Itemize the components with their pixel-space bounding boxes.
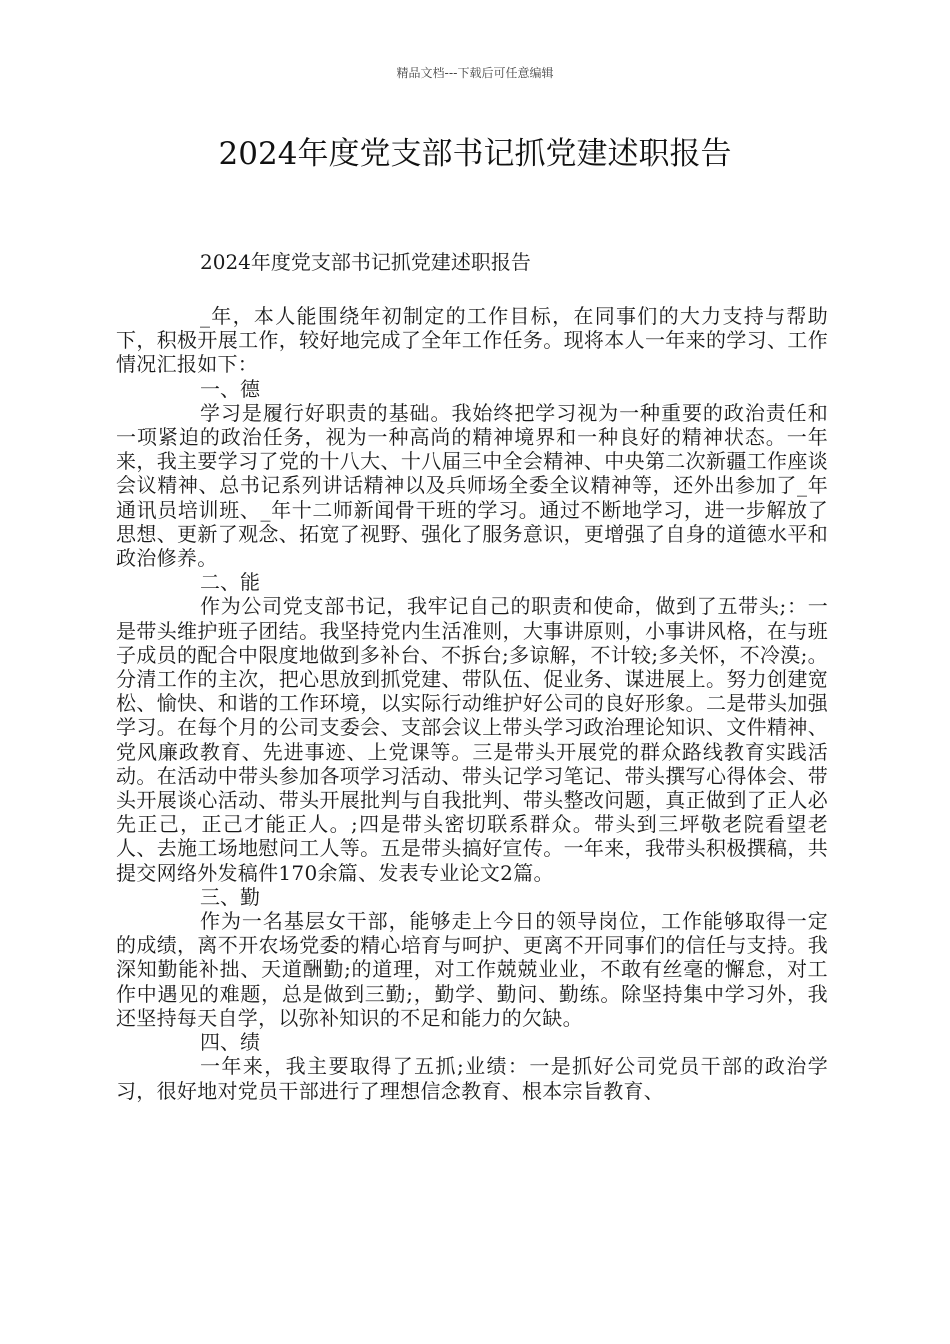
paragraph-ji: 一年来，我主要取得了五抓;业绩：一是抓好公司党员干部的政治学习，很好地对党员干部进行了理想信念教育、根本宗旨教育、	[116, 1054, 828, 1103]
section-heading-qin: 三、勤	[200, 884, 260, 909]
section-heading-de: 一、德	[200, 376, 260, 401]
section-heading-ji: 四、绩	[200, 1030, 260, 1055]
paragraph-neng: 作为公司党支部书记，我牢记自己的职责和使命，做到了五带头;：一是带头维护班子团结。我坚持党内生活准则，大事讲原则，小事讲风格，在与班子成员的配合中限度地做到多补台、不拆台;多谅解，不计较;多关怀，不冷漠;。分清工作的主次，把心思放到抓党建、带队伍、促业务、谋进展上。努力创建宽松、愉快、和谐的工作环境，以实际行动维护好公司的良好形象。二是带头加强学习。在每个月的公司支委会、支部会议上带头学习政治理论知识、文件精神、党风廉政教育、先进事迹、上党课等。三是带头开展党的群众路线教育实践活动。在活动中带头参加各项学习活动、带头记学习笔记、带头撰写心得体会、带头开展谈心活动、带头开展批判与自我批判、带头整改问题，真正做到了正人必先正己，正己才能正人。;四是带头密切联系群众。带头到三坪敬老院看望老人、去施工场地慰问工人等。五是带头搞好宣传。一年来，我带头积极撰稿，共提交网络外发稿件170余篇、发表专业论文2篇。	[116, 594, 828, 885]
paragraph-intro: _年，本人能围绕年初制定的工作目标，在同事们的大力支持与帮助下，积极开展工作，较好地完成了全年工作任务。现将本人一年来的学习、工作情况汇报如下：	[116, 304, 828, 377]
paragraph-qin: 作为一名基层女干部，能够走上今日的领导岗位，工作能够取得一定的成绩，离不开农场党委的精心培育与呵护、更离不开同事们的信任与支持。我深知勤能补拙、天道酬勤;的道理，对工作兢兢业业，不敢有丝毫的懈怠，对工作中遇见的难题，总是做到三勤;，勤学、勤问、勤练。除坚持集中学习外，我还坚持每天自学，以弥补知识的不足和能力的欠缺。	[116, 909, 828, 1030]
document-title: 2024年度党支部书记抓党建述职报告	[218, 136, 732, 172]
section-heading-neng: 二、能	[200, 570, 260, 595]
document-body	[116, 244, 828, 1103]
paragraph-de: 学习是履行好职责的基础。我始终把学习视为一种重要的政治责任和一项紧迫的政治任务，视为一种高尚的精神境界和一种良好的精神状态。一年来，我主要学习了党的十八大、十八届三中全会精神、中央第二次新疆工作座谈会议精神、总书记系列讲话精神以及兵师场全委全议精神等，还外出参加了_年通讯员培训班、_年十二师新闻骨干班的学习。通过不断地学习，进一步解放了思想、更新了观念、拓宽了视野、强化了服务意识，更增强了自身的道德水平和政治修养。	[116, 400, 828, 571]
page-header-note: 精品文档---下载后可任意编辑	[396, 66, 554, 80]
document-subtitle: 2024年度党支部书记抓党建述职报告	[200, 250, 531, 274]
